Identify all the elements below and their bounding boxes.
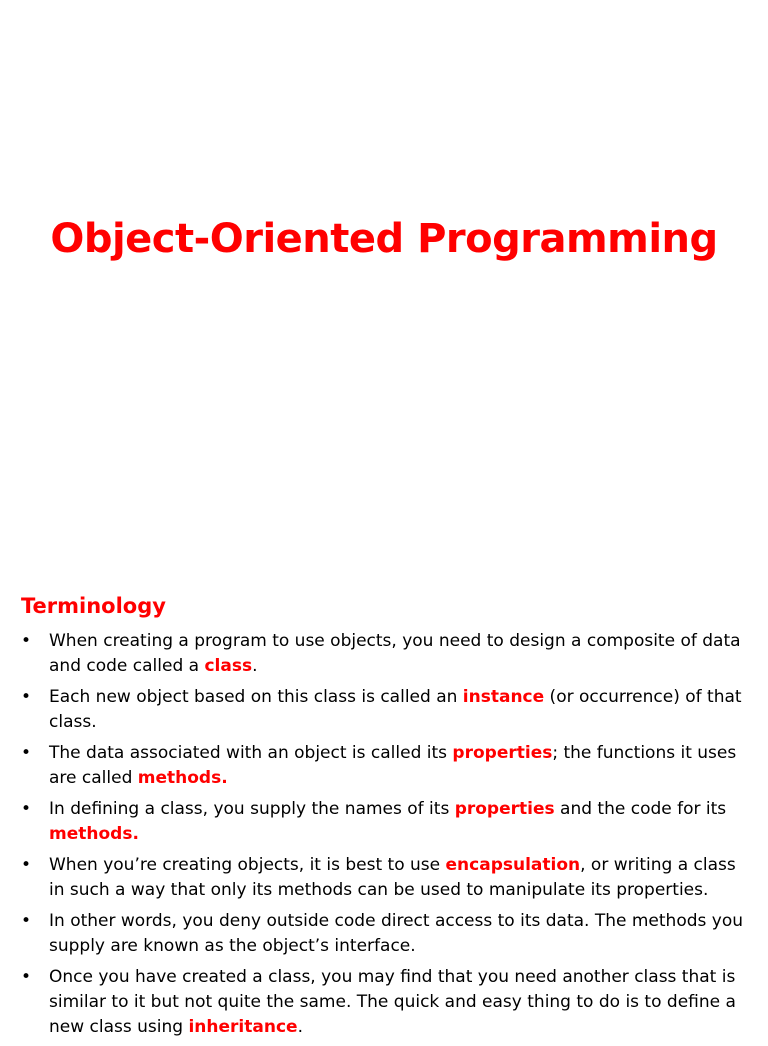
keyword-methods: methods. (137, 768, 228, 788)
bullet-item (21, 629, 751, 679)
slide-title: Object-Oriented Programming (50, 216, 718, 262)
bullet-text: . (252, 656, 258, 676)
keyword-class: class (204, 656, 253, 676)
bullet-item (21, 853, 751, 903)
bullet-text: , or writing a class in such a way that only its methods can be used to manipulate its properties. (49, 855, 736, 900)
bullet-icon: • (21, 743, 32, 763)
bullet-text: Each new object based on this class is called an (49, 687, 463, 707)
bullet-text: In defining a class, you supply the names of its (49, 799, 455, 819)
bullet-text: . (297, 1017, 303, 1037)
bullet-item (21, 685, 751, 735)
bullet-text: ; the functions it uses are called (49, 743, 737, 788)
bullet-icon: • (21, 911, 32, 931)
bullet-text: When you’re creating objects, it is best to use (49, 855, 446, 875)
bullet-icon: • (21, 799, 32, 819)
bullet-text: (or occurrence) of that class. (49, 687, 742, 732)
bullet-icon: • (21, 687, 32, 707)
bullet-text: In other words, you deny outside code direct access to its data. The methods you supply are known as the object’s interface. (49, 911, 744, 956)
bullet-icon: • (21, 967, 32, 987)
bullet-list (21, 629, 751, 1046)
bullet-icon: • (21, 855, 32, 875)
bullet-item (21, 797, 751, 847)
bullet-item (21, 741, 751, 791)
bullet-icon: • (21, 631, 32, 651)
keyword-properties: properties (452, 743, 553, 763)
bullet-text: When creating a program to use objects, you need to design a composite of data and code called a (49, 631, 741, 676)
keyword-methods: methods. (49, 824, 139, 844)
bullet-item (21, 965, 751, 1040)
keyword-inheritance: inheritance (188, 1017, 298, 1037)
keyword-instance: instance (462, 687, 545, 707)
bullet-text: Once you have created a class, you may find that you need another class that is similar to it but not quite the same. The quick and easy thing to do is to define a new class using (49, 967, 736, 1037)
section-heading: Terminology (21, 594, 166, 618)
keyword-properties: properties (454, 799, 555, 819)
bullet-text: The data associated with an object is called its (49, 743, 453, 763)
bullet-text: and the code for its (554, 799, 727, 819)
bullet-item (21, 909, 751, 959)
keyword-encapsulation: encapsulation (445, 855, 581, 875)
